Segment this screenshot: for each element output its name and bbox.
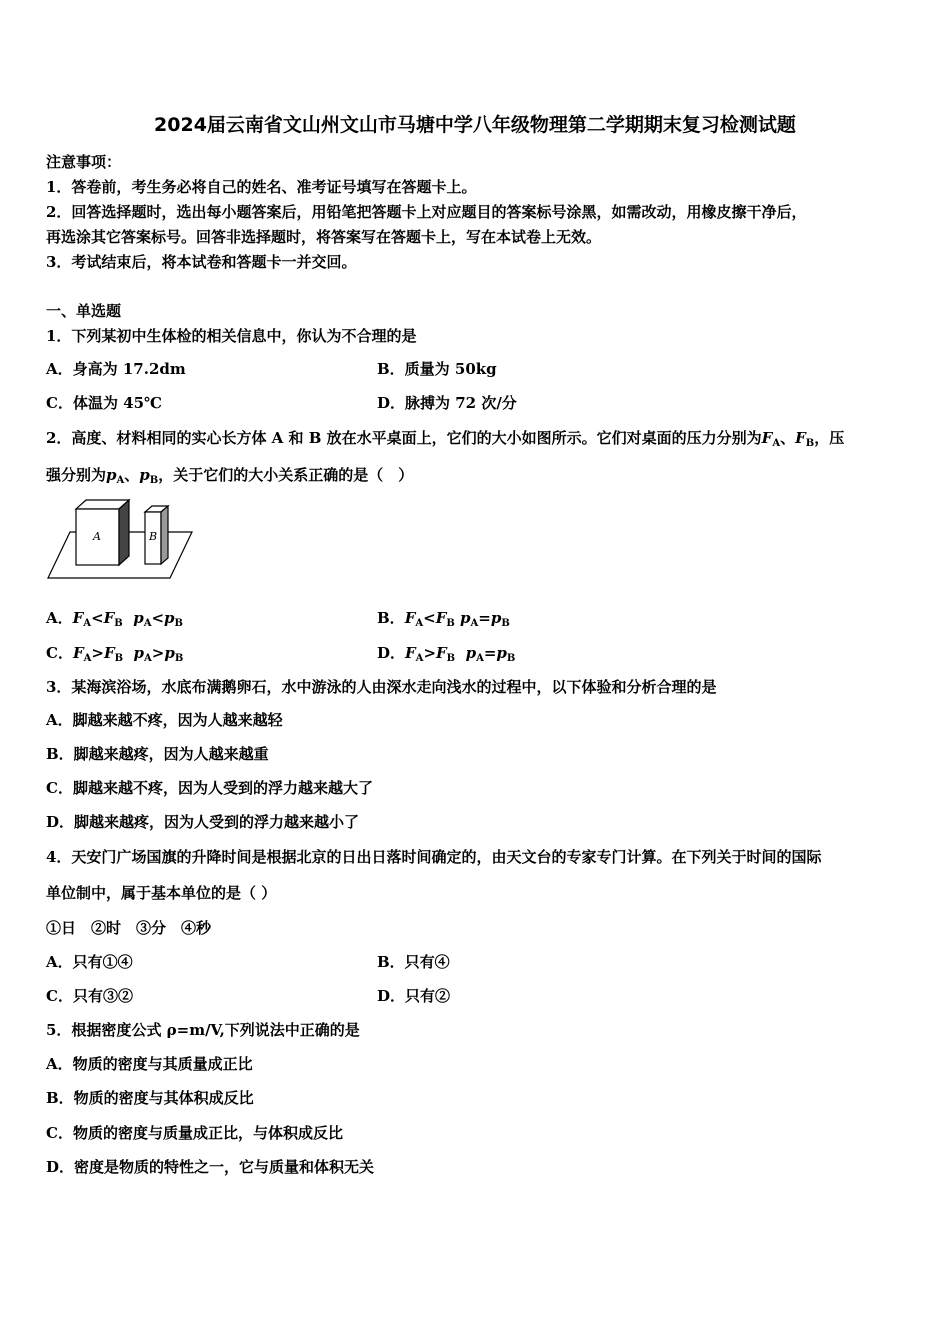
q3-option-a: A．脚越来越不疼，因为人越来越轻 <box>46 711 283 729</box>
page-title: 2024届云南省文山州文山市马塘中学八年级物理第二学期期末复习检测试题 <box>154 114 796 136</box>
q2-figure <box>44 496 194 582</box>
q5-stem: 5．根据密度公式 ρ=m/V,下列说法中正确的是 <box>46 1021 360 1039</box>
note-item: 2．回答选择题时，选出每小题答案后，用铅笔把答题卡上对应题目的答案标号涂黑，如需改动，用橡皮擦干净后， <box>46 203 807 221</box>
block-b-label: B <box>149 530 158 543</box>
notes-heading: 注意事项： <box>46 153 122 171</box>
q1-option-c: C．体温为 45℃ <box>46 394 163 412</box>
q5-option-b: B．物质的密度与其体积成反比 <box>46 1089 254 1107</box>
q5-option-c: C．物质的密度与质量成正比，与体积成反比 <box>46 1124 343 1142</box>
q2-stem-line2: 强分别为$p_A$、$p_B$，关于它们的大小关系正确的是（ ） <box>46 466 414 486</box>
q4-units: ①日 ②时 ③分 ④秒 <box>46 919 212 937</box>
q3-stem: 3．某海滨浴场，水底布满鹅卵石，水中游泳的人由深水走向浅水的过程中，以下体验和分析合理的是 <box>46 678 717 696</box>
q4-option-b: B．只有④ <box>377 953 450 971</box>
q2-option-d: D．$F_A>F_B$ $p_A=p_B$ <box>377 644 516 664</box>
block-a-side <box>119 500 129 565</box>
q4-option-d: D．只有② <box>377 987 451 1005</box>
note-item: 3．考试结束后，将本试卷和答题卡一并交回。 <box>46 253 357 271</box>
q1-option-d: D．脉搏为 72 次/分 <box>377 394 517 412</box>
q1-option-a: A．身高为 17.2dm <box>46 360 186 378</box>
q2-option-b: B．$F_A<F_B$ $p_A=p_B$ <box>377 609 510 629</box>
q2-option-c: C．$F_A>F_B$ $p_A>p_B$ <box>46 644 184 664</box>
q4-stem-line2: 单位制中，属于基本单位的是（ ） <box>46 884 277 902</box>
q2-option-a: A．$F_A<F_B$ $p_A<p_B$ <box>46 609 183 629</box>
block-a-label: A <box>93 530 101 543</box>
section-heading: 一、单选题 <box>46 302 122 320</box>
block-b-side <box>161 506 168 564</box>
note-item: 1．答卷前，考生务必将自己的姓名、准考证号填写在答题卡上。 <box>46 178 477 196</box>
q1-stem: 1．下列某初中生体检的相关信息中，你认为不合理的是 <box>46 327 417 345</box>
q3-option-b: B．脚越来越疼，因为人越来越重 <box>46 745 269 763</box>
q5-option-d: D．密度是物质的特性之一，它与质量和体积无关 <box>46 1158 375 1176</box>
q5-option-a: A．物质的密度与其质量成正比 <box>46 1055 253 1073</box>
note-item: 再选涂其它答案标号。回答非选择题时，将答案写在答题卡上，写在本试卷上无效。 <box>46 228 602 246</box>
q4-option-a: A．只有①④ <box>46 953 133 971</box>
q2-stem-line1: 2．高度、材料相同的实心长方体 A 和 B 放在水平桌面上，它们的大小如图所示。它们对桌面的压力分别为$F_A$、$F_B$，压 <box>46 429 845 449</box>
q4-stem-line1: 4．天安门广场国旗的升降时间是根据北京的日出日落时间确定的，由天文台的专家专门计算。在下列关于时间的国际 <box>46 848 822 866</box>
q3-option-d: D．脚越来越疼，因为人受到的浮力越来越小了 <box>46 813 360 831</box>
q4-option-c: C．只有③② <box>46 987 133 1005</box>
q1-option-b: B．质量为 50kg <box>377 360 497 378</box>
q3-option-c: C．脚越来越不疼，因为人受到的浮力越来越大了 <box>46 779 373 797</box>
